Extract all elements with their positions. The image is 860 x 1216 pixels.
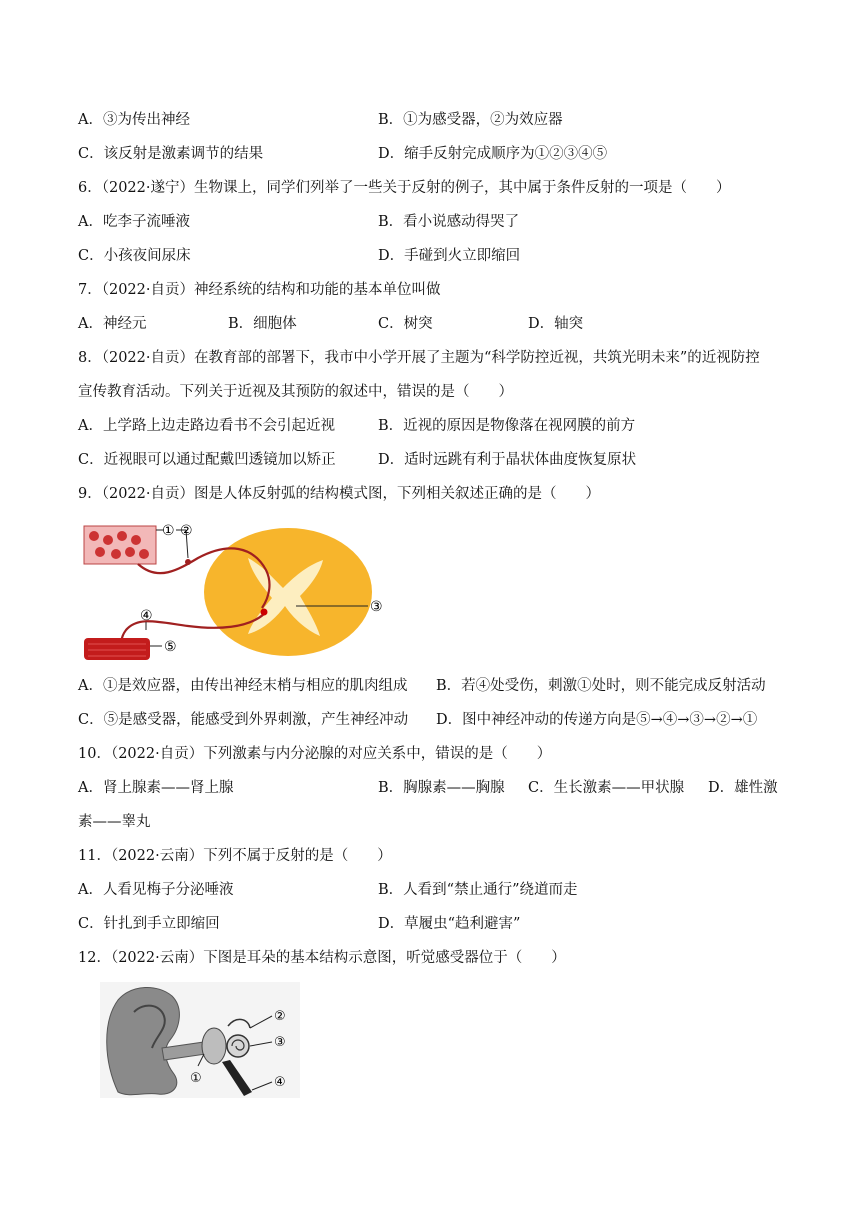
q9-option-d: D．图中神经冲动的传递方向是⑤→④→③→②→① (436, 712, 758, 728)
q9-option-c: C．⑤是感受器，能感受到外界刺激，产生神经冲动 (78, 712, 409, 728)
ear-label-3: ③ (274, 1035, 286, 1050)
q11-option-c: C．针扎到手立即缩回 (78, 916, 220, 932)
q5-option-b: B．①为感受器，②为效应器 (378, 112, 563, 128)
figure-label-2: ② (180, 523, 193, 539)
synapse-dot (261, 609, 268, 616)
q10-option-c: C．生长激素——甲状腺 (528, 780, 685, 796)
reflex-arc-figure (78, 518, 388, 666)
figure-label-4: ④ (140, 608, 153, 624)
q11-option-b: B．人看到“禁止通行”绕道而走 (378, 882, 578, 898)
q11-stem: 11．（2022·云南）下列不属于反射的是（ ） (78, 848, 392, 864)
q8-option-a: A．上学路上边走路边看书不会引起近视 (78, 418, 335, 434)
q8-stem-line1: 8．（2022·自贡）在教育部的部署下，我市中小学开展了主题为“科学防控近视，共筑光明未来”的近视防控 (78, 350, 760, 366)
q9-option-a: A．①是效应器，由传出神经末梢与相应的肌肉组成 (78, 678, 408, 694)
q8-option-c: C．近视眼可以通过配戴凹透镜加以矫正 (78, 452, 336, 468)
q12-stem: 12．（2022·云南）下图是耳朵的基本结构示意图，听觉感受器位于（ ） (78, 950, 566, 966)
q7-option-c: C．树突 (378, 316, 433, 332)
ear-label-4: ④ (274, 1075, 286, 1090)
ear-label-1: ① (190, 1071, 202, 1086)
middle-ear (202, 1028, 226, 1064)
q5-option-c: C．该反射是激素调节的结果 (78, 146, 264, 162)
q9-option-b: B．若④处受伤，刺激①处时，则不能完成反射活动 (436, 678, 766, 694)
figure-label-1: ① (162, 523, 175, 539)
q6-stem: 6．（2022·遂宁）生物课上，同学们列举了一些关于反射的例子，其中属于条件反射的一项是（ ） (78, 180, 731, 196)
muscle-effector-icon (84, 638, 150, 660)
outer-ear-icon (107, 987, 180, 1094)
q10-option-d-continued: 素——睾丸 (78, 814, 151, 830)
skin-receptor-icon (84, 526, 156, 564)
figure-label-5: ⑤ (164, 639, 177, 655)
ear-label-2: ② (274, 1009, 286, 1024)
q6-option-b: B．看小说感动得哭了 (378, 214, 520, 230)
ganglion-dot (185, 559, 191, 565)
q7-option-a: A．神经元 (78, 316, 147, 332)
q10-stem: 10．（2022·自贡）下列激素与内分泌腺的对应关系中，错误的是（ ） (78, 746, 552, 762)
q5-option-a: A．③为传出神经 (78, 112, 190, 128)
q5-option-d: D．缩手反射完成顺序为①②③④⑤ (378, 146, 608, 162)
q9-stem: 9．（2022·自贡）图是人体反射弧的结构模式图，下列相关叙述正确的是（ ） (78, 486, 600, 502)
q7-stem: 7．（2022·自贡）神经系统的结构和功能的基本单位叫做 (78, 282, 441, 298)
q8-stem-line2: 宣传教育活动。下列关于近视及其预防的叙述中，错误的是（ ） (78, 384, 513, 400)
q11-option-a: A．人看见梅子分泌唾液 (78, 882, 234, 898)
q10-option-a: A．肾上腺素——肾上腺 (78, 780, 234, 796)
q11-option-d: D．草履虫“趋利避害” (378, 916, 521, 932)
q6-option-c: C．小孩夜间尿床 (78, 248, 191, 264)
q7-option-d: D．轴突 (528, 316, 584, 332)
cochlea-icon (227, 1035, 249, 1057)
q8-option-b: B．近视的原因是物像落在视网膜的前方 (378, 418, 636, 434)
q10-option-b: B．胸腺素——胸腺 (378, 780, 505, 796)
q6-option-a: A．吃李子流唾液 (78, 214, 190, 230)
q7-option-b: B．细胞体 (228, 316, 297, 332)
ear-structure-figure (100, 982, 300, 1098)
figure-label-3: ③ (370, 599, 383, 615)
q6-option-d: D．手碰到火立即缩回 (378, 248, 521, 264)
q10-option-d: D．雄性激 (708, 780, 778, 796)
q8-option-d: D．适时远跳有利于晶状体曲度恢复原状 (378, 452, 637, 468)
